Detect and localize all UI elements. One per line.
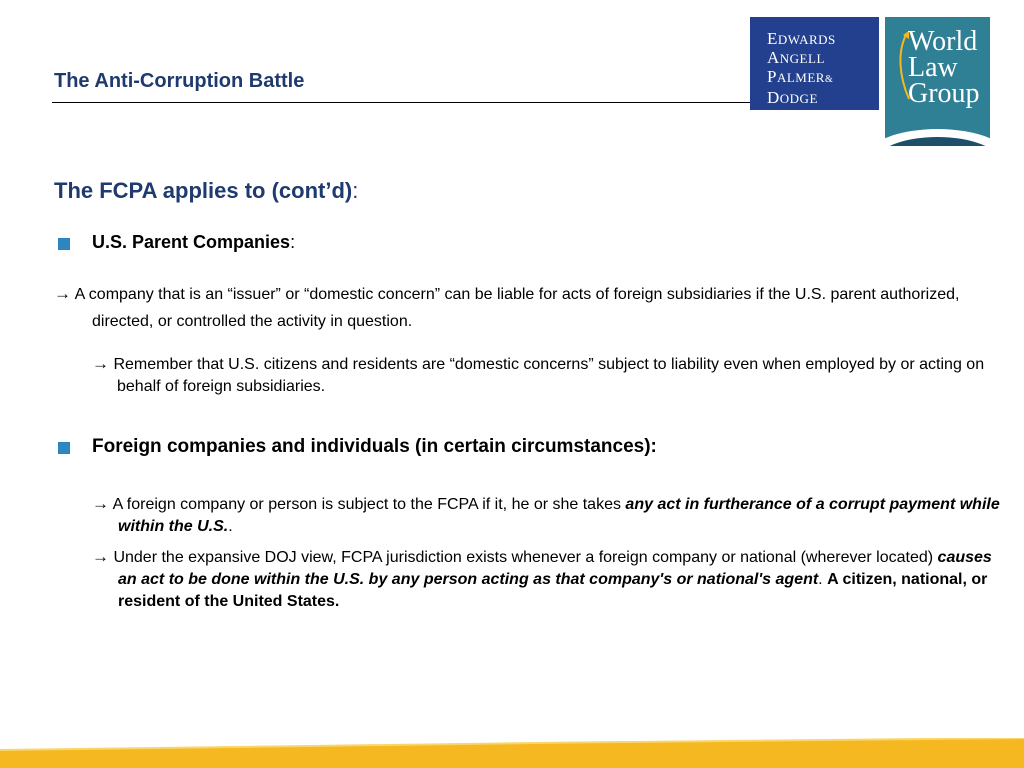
firm-logo: EDWARDS ANGELL PALMER& DODGE	[750, 17, 879, 110]
header-divider	[52, 102, 752, 103]
us-parent-para-1: → A company that is an “issuer” or “domestic concern” can be liable for acts of foreign subsidiaries if the U.S. parent authorized, directed, or controlled the activity in question.	[54, 284, 960, 330]
footer-band	[0, 738, 1024, 768]
foreign-para-2: → Under the expansive DOJ view, FCPA jurisdiction exists whenever a foreign company or national (wherever located) causes an act to be done within the U.S. by any person acting as that company's or national's agent. A citizen, national, or resident of the United States.	[92, 547, 992, 610]
bullet-square-icon	[58, 442, 70, 454]
bullet-foreign: Foreign companies and individuals (in certain circumstances):	[92, 436, 657, 457]
us-parent-para-2: → Remember that U.S. citizens and residents are “domestic concerns” subject to liability even when employed by or acting on behalf of foreign subsidiaries.	[92, 354, 985, 395]
page-title: The Anti-Corruption Battle	[54, 70, 305, 92]
bullet-us-parent: U.S. Parent Companies:	[92, 232, 296, 252]
network-logo: World Law Group	[885, 17, 990, 146]
bullet-square-icon	[58, 238, 70, 250]
foreign-para-1: → A foreign company or person is subject to the FCPA if it, he or she takes any act in furtherance of a corrupt payment while within the U.S..	[92, 494, 1000, 535]
slide-heading: The FCPA applies to (cont’d):	[54, 178, 359, 203]
